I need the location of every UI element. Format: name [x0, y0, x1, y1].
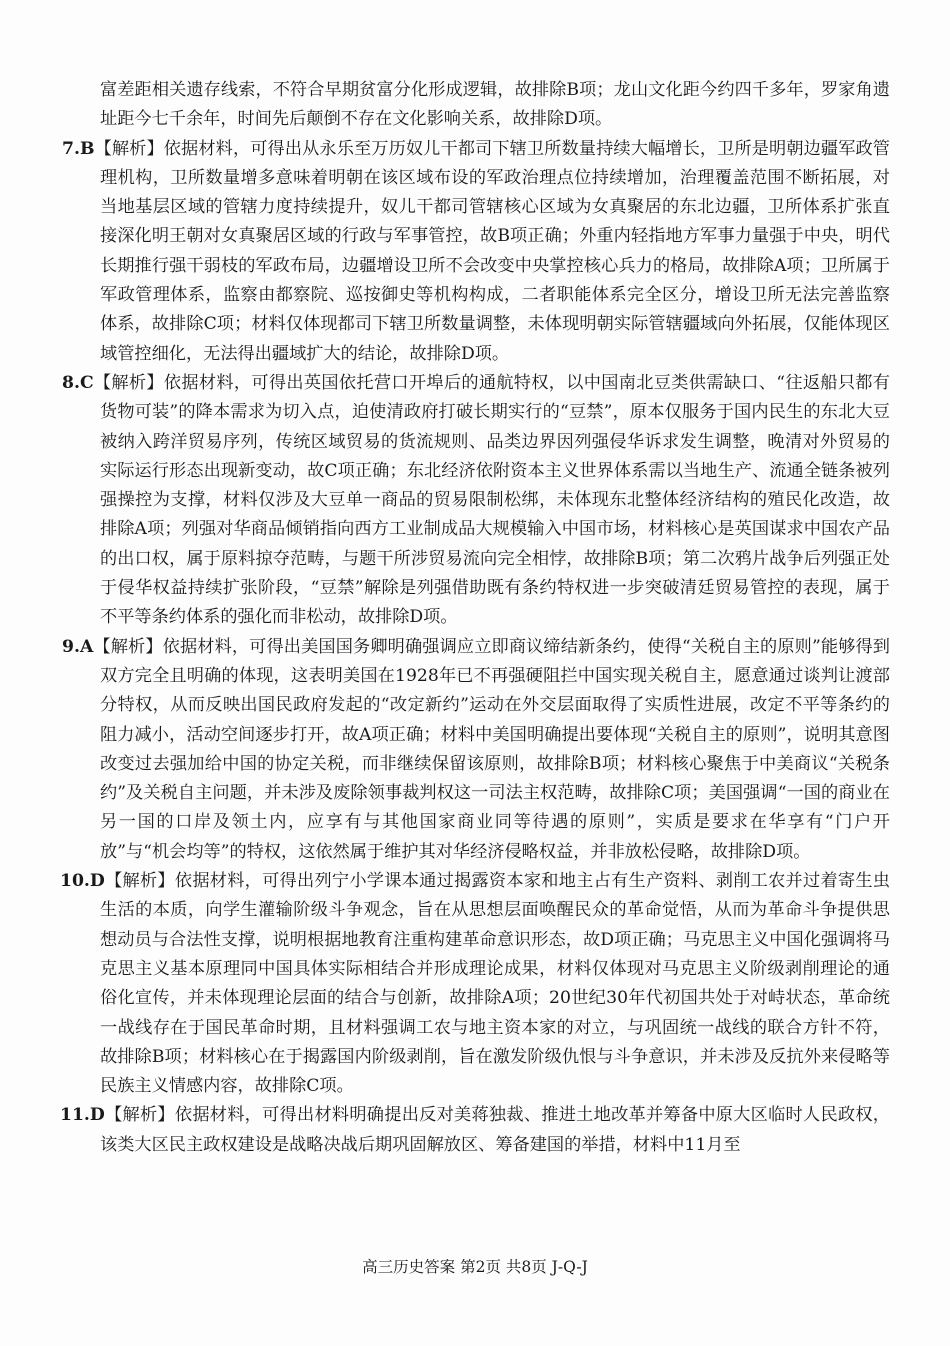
question-number: 7.B: [62, 138, 95, 159]
question-number: 11.D: [60, 1105, 105, 1126]
answer-paragraph-11: [62, 1101, 890, 1160]
answer-paragraph-8: [62, 369, 890, 633]
answer-content: [62, 76, 890, 1160]
answer-paragraph-6-continued: [62, 76, 890, 135]
answer-paragraph-7: [62, 135, 890, 369]
paragraph-text: 【解析】依据材料，可得出美国国务卿明确强调应立即商议缔结新条约，使得“关税自主的原则”能够得到双方完全且明确的体现，这表明美国在1928年已不再强硬阻拦中国实现关税自主，愿意通过谈判让渡部分特权，从而反映出国民政府发起的“改定新约”运动在外交层面取得了实质性进展，改定不平等条约的阻力减小，活动空间逐步打开，故A项正确；材料中美国明确提出要体现“关税自主的原则”，说明其意图改变过去强加给中国的协定关税，而非继续保留该原则，故排除B项；材料核心聚焦于中美商议“关税条约”及关税自主问题，并未涉及废除领事裁判权这一司法主权范畴，故排除C项；美国强调“一国的商业在另一国的口岸及领土内，应享有与其他国家商业同等待遇的原则”，实质是要求在华享有“门户开放”与“机会均等”的特权，这依然属于维护其对华经济侵略权益，并非放松侵略，故排除D项。: [93, 636, 890, 862]
page-footer: 高三历史答案 第2页 共8页 J-Q-J: [362, 1258, 588, 1276]
paragraph-text: 【解析】依据材料，可得出从永乐至万历奴儿干都司下辖卫所数量持续大幅增长，卫所是明朝边疆军政管理机构，卫所数量增多意味着明朝在该区域布设的军政治理点位持续增加，治理覆盖范围不断拓展，对当地基层区域的管辖力度持续提升，奴儿干都司管辖核心区域为女真聚居的东北边疆，卫所体系扩张直接深化明王朝对女真聚居区域的行政与军事管控，故B项正确；外重内轻指地方军事力量强于中央，明代长期推行强干弱枝的军政布局，边疆增设卫所不会改变中央掌控核心兵力的格局，故排除A项；卫所属于军政管理体系，监察由都察院、巡按御史等机构构成，二者职能体系完全区分，增设卫所无法完善监察体系，故排除C项；材料仅体现都司下辖卫所数量调整，未体现明朝实际管辖疆域向外拓展，仅能体现区域管控细化，无法得出疆域扩大的结论，故排除D项。: [94, 138, 890, 364]
question-number: 10.D: [60, 871, 105, 892]
question-number: 9.A: [62, 636, 94, 657]
answer-paragraph-10: [62, 867, 890, 1101]
answer-paragraph-9: [62, 633, 890, 867]
paragraph-text: 【解析】依据材料，可得出英国依托营口开埠后的通航特权，以中国南北豆类供需缺口、“往返船只都有货物可装”的降本需求为切入点，迫使清政府打破长期实行的“豆禁”，原本仅服务于国内民生的东北大豆被纳入跨洋贸易序列，传统区域贸易的货流规则、品类边界因列强侵华诉求发生调整，晚清对外贸易的实际运行形态出现新变动，故C项正确；东北经济依附资本主义世界体系需以当地生产、流通全链条被列强操控为支撑，材料仅涉及大豆单一商品的贸易限制松绑，未体现东北整体经济结构的殖民化改造，故排除A项；列强对华商品倾销指向西方工业制成品大规模输入中国市场，材料核心是英国谋求中国农产品的出口权，属于原料掠夺范畴，与题干所涉贸易流向完全相悖，故排除B项；第二次鸦片战争后列强正处于侵华权益持续扩张阶段，“豆禁”解除是列强借助既有条约特权进一步突破清廷贸易管控的表现，属于不平等条约体系的强化而非松动，故排除D项。: [93, 372, 890, 628]
paragraph-text: 【解析】依据材料，可得出列宁小学课本通过揭露资本家和地主占有生产资料、剥削工农并过着寄生虫生活的本质，向学生灌输阶级斗争观念，旨在从思想层面唤醒民众的革命觉悟，从而为革命斗争提供思想动员与合法性支撑，说明根据地教育注重构建革命意识形态，故D项正确；马克思主义中国化强调将马克思主义基本原理同中国具体实际相结合并形成理论成果，材料仅体现对马克思主义阶级剥削理论的通俗化宣传，并未体现理论层面的结合与创新，故排除A项；20世纪30年代初国共处于对峙状态，革命统一战线存在于国民革命时期，且材料强调工农与地主资本家的对立，与巩固统一战线的联合方针不符，故排除B项；材料核心在于揭露国内阶级剥削，旨在激发阶级仇恨与斗争意识，并未涉及反抗外来侵略等民族主义情感内容，故排除C项。: [100, 871, 890, 1097]
paragraph-text: 富差距相关遗存线索，不符合早期贫富分化形成逻辑，故排除B项；龙山文化距今约四千多年，罗家角遗址距今七千余年，时间先后颠倒不存在文化影响关系，故排除D项。: [100, 80, 890, 130]
question-number: 8.C: [62, 372, 94, 393]
paragraph-text: 【解析】依据材料，可得出材料明确提出反对美蒋独裁、推进土地改革并筹备中原大区临时人民政权，该类大区民主政权建设是战略决战后期巩固解放区、筹备建国的举措，材料中11月至: [100, 1105, 890, 1155]
